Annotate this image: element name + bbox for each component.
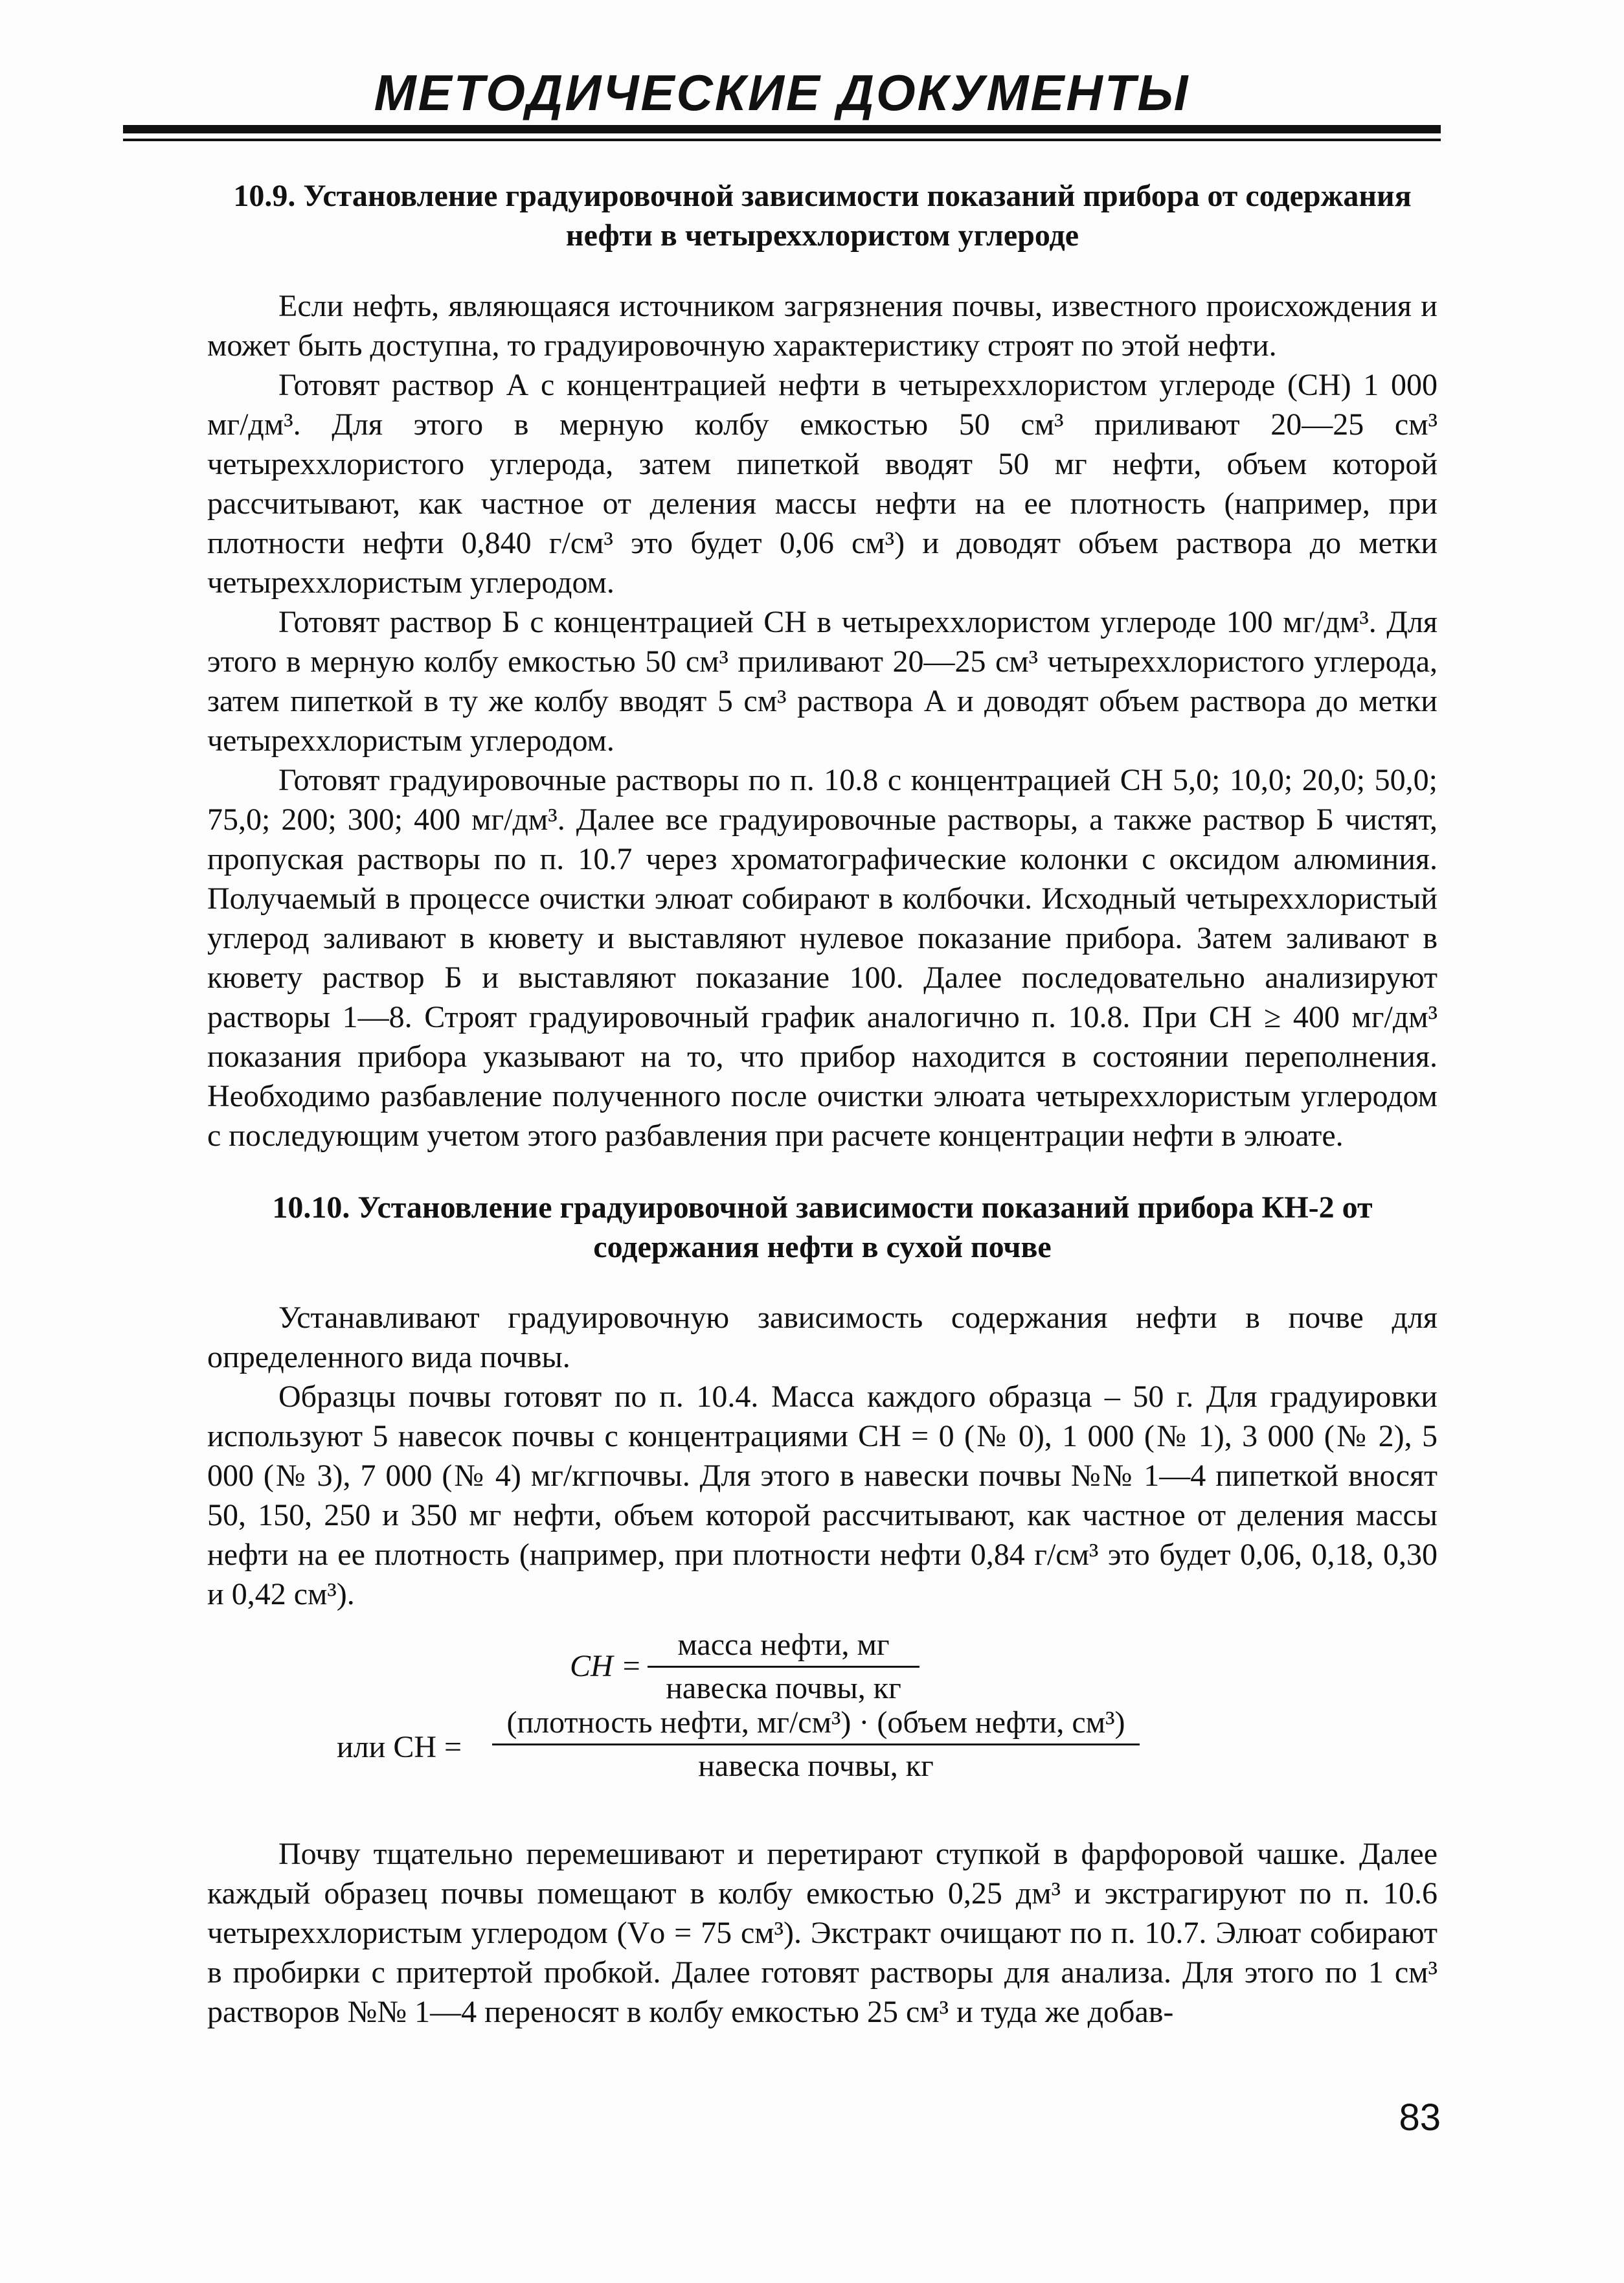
formula-1-fraction: [648, 1627, 919, 1707]
section-10-9: [207, 176, 1438, 1155]
formula-block: [207, 1627, 1438, 1821]
formula-2-denominator: навеска почвы, кг: [698, 1749, 934, 1783]
formula-1-lhs: CН =: [570, 1649, 642, 1683]
paragraph: Готовят градуировочные растворы по п. 10.8 с концентрацией CН 5,0; 10,0; 20,0; 50,0; 75,0; 200; 300; 400 мг/дм³. Далее все градуировочные растворы, а также раствор Б чистят, пропуская растворы по п. 10.7 через хроматографические колонки с оксидом алюминия. Получаемый в процессе очистки элюат собирают в колбочки. Исходный четыреххлористый углерод заливают в кювету и выставляют нулевое показание прибора. Затем заливают в кювету раствор Б и выставляют показание 100. Далее последовательно анализируют растворы 1—8. Строят градуировочный график аналогично п. 10.8. При CН ≥ 400 мг/дм³ показания прибора указывают на то, что прибор находится в состоянии переполнения. Необходимо разбавление полученного после очистки элюата четыреххлористым углеродом с последующим учетом этого разбавления при расчете концентрации нефти в элюате.: [207, 763, 1438, 1153]
section-heading: 10.9. Установление градуировочной зависимости показаний прибора от содержания нефти в четыреххлористом углероде: [233, 179, 1412, 253]
paragraph: Готовят раствор А с концентрацией нефти в четыреххлористом углероде (CН) 1 000 мг/дм³. Для этого в мерную колбу емкостью 50 см³ приливают 20—25 см³ четыреххлористого углерода, затем пипеткой вводят 50 мг нефти, объем которой рассчитывают, как частное от деления массы нефти на ее плотность (например, при плотности нефти 0,840 г/см³ это будет 0,06 см³) и доводят объем раствора до метки четыреххлористым углеродом.: [207, 368, 1438, 600]
paragraph: Устанавливают градуировочную зависимость содержания нефти в почве для определенного вида почвы.: [207, 1301, 1438, 1374]
paragraph: Готовят раствор Б с концентрацией CН в четыреххлористом углероде 100 мг/дм³. Для этого в мерную колбу емкостью 50 см³ приливают 20—25 см³ четыреххлористого углерода, затем пипеткой в ту же колбу вводят 5 см³ раствора А и доводят объем раствора до метки четыреххлористым углеродом.: [207, 605, 1438, 758]
running-title: МЕТОДИЧЕСКИЕ ДОКУМЕНТЫ: [374, 64, 1190, 121]
header-rule-thin: [123, 139, 1441, 141]
header-rule-thick: [123, 125, 1441, 133]
paragraph: Почву тщательно перемешивают и перетирают ступкой в фарфоровой чашке. Далее каждый образец почвы помещают в колбу емкостью 0,25 дм³ и экстрагируют по п. 10.6 четыреххлористым углеродом (Vо = 75 см³). Экстракт очищают по п. 10.7. Элюат собирают в пробирки с притертой пробкой. Далее готовят растворы для анализа. Для этого по 1 см³ растворов №№ 1—4 переносят в колбу емкостью 25 см³ и туда же добав-: [207, 1837, 1438, 2029]
formula-1-numerator: масса нефти, мг: [648, 1627, 919, 1668]
formula-1-denominator: навеска почвы, кг: [666, 1671, 901, 1705]
page-number: 83: [1399, 2096, 1441, 2139]
document-body: [207, 176, 1438, 2032]
formula-2-fraction: [492, 1705, 1140, 1784]
section-10-10: [207, 1188, 1438, 2032]
formula-2-numerator: (плотность нефти, мг/см³) · (объем нефти, см³): [492, 1705, 1140, 1745]
formula-2-lhs: или CН =: [337, 1730, 462, 1764]
section-heading: 10.10. Установление градуировочной зависимости показаний прибора КН-2 от содержания нефти в сухой почве: [272, 1190, 1373, 1264]
paragraph: Если нефть, являющаяся источником загрязнения почвы, известного происхождения и может быть доступна, то градуировочную характеристику строят по этой нефти.: [207, 289, 1438, 363]
paragraph: Образцы почвы готовят по п. 10.4. Масса каждого образца – 50 г. Для градуировки используют 5 навесок почвы с концентрациями CН = 0 (№ 0), 1 000 (№ 1), 3 000 (№ 2), 5 000 (№ 3), 7 000 (№ 4) мг/кгпочвы. Для этого в навески почвы №№ 1—4 пипеткой вносят 50, 150, 250 и 350 мг нефти, объем которой рассчитывают, как частное от деления массы нефти на ее плотность (например, при плотности нефти 0,84 г/см³ это будет 0,06, 0,18, 0,30 и 0,42 см³).: [207, 1380, 1438, 1611]
